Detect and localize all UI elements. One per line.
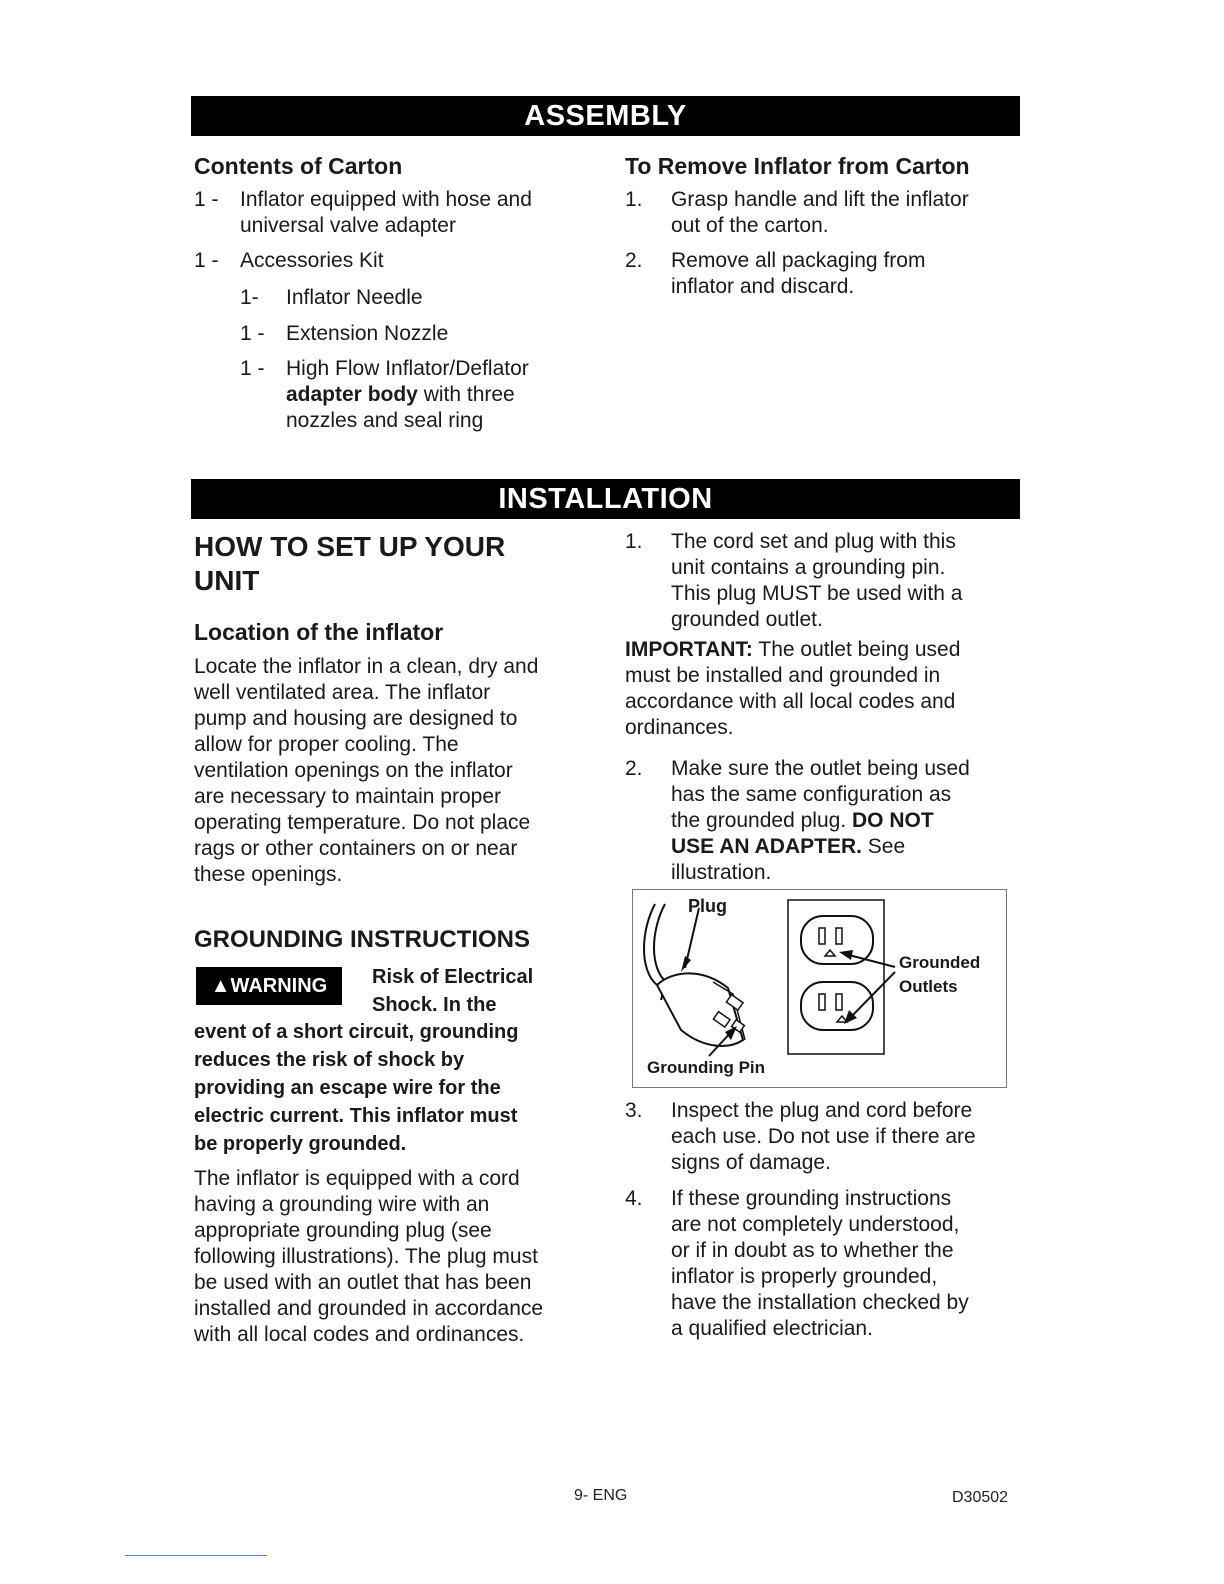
page-edge-line [125, 1555, 267, 1556]
step-number: 4. [625, 1187, 643, 1210]
warning-line: be properly grounded. [194, 1133, 407, 1155]
step-text-line: The cord set and plug with this [671, 530, 956, 553]
paragraph-line: appropriate grounding plug (see [194, 1219, 492, 1242]
step-text-line: out of the carton. [671, 214, 829, 237]
paragraph-line: ventilation openings on the inflator [194, 759, 513, 782]
item-text-rest: with three [417, 383, 515, 406]
list-item [194, 248, 594, 274]
step-text-line: are not completely understood, [671, 1213, 960, 1236]
step-text-line: This plug MUST be used with a [671, 582, 963, 605]
item-text-line: Accessories Kit [240, 249, 384, 272]
step-number: 1. [625, 188, 643, 211]
step-text-line: Make sure the outlet being used [671, 757, 970, 780]
item-number: 1 - [240, 322, 265, 345]
important-label: IMPORTANT: [625, 638, 753, 661]
item-number: 1 - [194, 249, 219, 272]
cord-paragraph [194, 1166, 614, 1348]
location-heading: Location of the inflator [194, 619, 444, 645]
paragraph-line: these openings. [194, 863, 343, 886]
contents-heading: Contents of Carton [194, 153, 403, 179]
list-item [240, 321, 600, 347]
list-item [194, 187, 594, 239]
step-text-line: inflator and discard. [671, 275, 855, 298]
list-item [625, 756, 1025, 886]
step-text-line: illustration. [671, 861, 772, 884]
warning-line: Risk of Electrical [372, 966, 534, 988]
paragraph-line: installed and grounded in accordance [194, 1297, 544, 1320]
paragraph-line: The inflator is equipped with a cord [194, 1167, 520, 1190]
paragraph-line: well ventilated area. The inflator [194, 681, 491, 704]
important-rest: The outlet being used [752, 638, 961, 661]
assembly-banner: ASSEMBLY [191, 96, 1020, 136]
paragraph-line: accordance with all local codes and [625, 690, 956, 713]
step-text-line: Remove all packaging from [671, 249, 926, 272]
outlets-label-line: Outlets [899, 977, 958, 996]
warning-line: Shock. In the [372, 994, 497, 1016]
grounding-pin-label: Grounding Pin [647, 1058, 766, 1077]
step-text-line: unit contains a grounding pin. [671, 556, 946, 579]
step-text-line [671, 808, 934, 834]
setup-heading-line: UNIT [194, 565, 260, 596]
paragraph-line: allow for proper cooling. The [194, 733, 459, 756]
item-number: 1 - [194, 188, 219, 211]
step-text-line: has the same configuration as [671, 783, 952, 806]
step-number: 2. [625, 757, 643, 780]
step-text-line: have the installation checked by [671, 1291, 969, 1314]
list-item [625, 1098, 1025, 1176]
item-text-line: universal valve adapter [240, 214, 456, 237]
paragraph-line: must be installed and grounded in [625, 664, 941, 687]
step-text-line: grounded outlet. [671, 608, 823, 631]
step-number: 3. [625, 1099, 643, 1122]
paragraph-line: ordinances. [625, 716, 734, 739]
item-number: 1 - [240, 357, 265, 380]
paragraph-line: having a grounding wire with an [194, 1193, 490, 1216]
outlets-label-line: Grounded [899, 953, 981, 972]
installation-banner: INSTALLATION [191, 479, 1020, 519]
item-text-line: Extension Nozzle [286, 322, 449, 345]
grounding-heading: GROUNDING INSTRUCTIONS [194, 926, 530, 953]
step-text-line: a qualified electrician. [671, 1317, 873, 1340]
important-note [625, 637, 1025, 741]
outlets-label [899, 951, 980, 999]
page-number: 9- ENG [574, 1487, 628, 1504]
item-number: 1- [240, 286, 259, 309]
step-text-pre: the grounded plug. [671, 809, 852, 832]
step-text-line: each use. Do not use if there are [671, 1125, 976, 1148]
step-text-line: Grasp handle and lift the inflator [671, 188, 969, 211]
item-text-line [286, 382, 515, 408]
list-item [625, 1186, 1025, 1342]
list-item [625, 248, 1025, 300]
warning-text-right [372, 963, 533, 1019]
warning-line: providing an escape wire for the [194, 1077, 501, 1099]
item-text-line: Inflator Needle [286, 286, 423, 309]
item-text-line: Inflator equipped with hose and [240, 188, 532, 211]
step-text-line: If these grounding instructions [671, 1187, 952, 1210]
bold-term: DO NOT [851, 809, 934, 832]
paragraph-line: Locate the inflator in a clean, dry and [194, 655, 539, 678]
remove-heading: To Remove Inflator from Carton [625, 153, 970, 179]
paragraph-line: be used with an outlet that has been [194, 1271, 532, 1294]
setup-heading [194, 530, 505, 598]
important-first-line [625, 637, 1025, 663]
paragraph-line: rags or other containers on or near [194, 837, 518, 860]
list-item [625, 187, 1025, 239]
paragraph-line: pump and housing are designed to [194, 707, 518, 730]
step-number: 2. [625, 249, 643, 272]
paragraph-line: following illustrations). The plug must [194, 1245, 538, 1268]
paragraph-line: with all local codes and ordinances. [194, 1323, 525, 1346]
bold-term: USE AN ADAPTER. [671, 835, 862, 858]
step-text-rest: See [861, 835, 906, 858]
step-text-line: inflator is properly grounded, [671, 1265, 938, 1288]
warning-line: event of a short circuit, grounding [194, 1021, 519, 1043]
location-paragraph [194, 654, 594, 888]
step-text-line: or if in doubt as to whether the [671, 1239, 954, 1262]
warning-badge: ▲WARNING [196, 967, 342, 1005]
warning-text [194, 1018, 594, 1158]
warning-line: electric current. This inflator must [194, 1105, 518, 1127]
bold-term: adapter body [286, 383, 418, 406]
warning-line: reduces the risk of shock by [194, 1049, 465, 1071]
setup-heading-line: HOW TO SET UP YOUR [194, 531, 506, 562]
paragraph-line: operating temperature. Do not place [194, 811, 531, 834]
plug-label: Plug [688, 896, 727, 916]
list-item [625, 529, 1025, 633]
document-code: D30502 [952, 1489, 1009, 1506]
step-text-line [671, 834, 905, 860]
plug-outlet-illustration [632, 889, 1007, 1088]
step-text-line: signs of damage. [671, 1151, 831, 1174]
item-text-line: High Flow Inflator/Deflator [286, 357, 529, 380]
list-item [240, 356, 600, 434]
step-number: 1. [625, 530, 643, 553]
list-item [240, 285, 600, 311]
paragraph-line: are necessary to maintain proper [194, 785, 501, 808]
step-text-line: Inspect the plug and cord before [671, 1099, 973, 1122]
item-text-line: nozzles and seal ring [286, 409, 484, 432]
